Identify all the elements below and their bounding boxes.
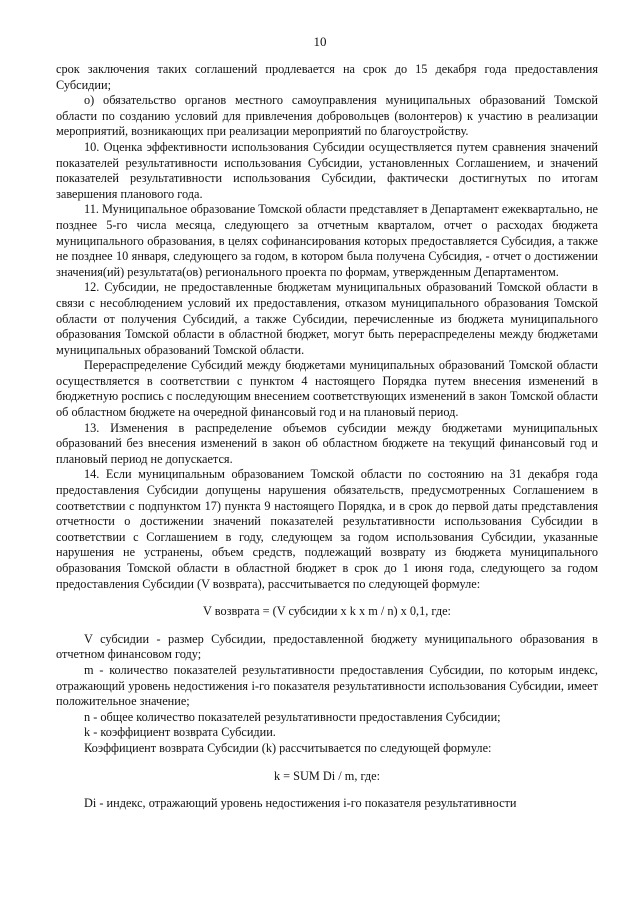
document-body [56, 62, 598, 812]
paragraph-10: 10. Оценка эффективности использования Субсидии осуществляется путем сравнения значений показателей результативности использования Субсидии, установленных Соглашением, и значений показателей результативности использования Субсидии, фактически достигнутых по итогам завершения планового года. [56, 139, 598, 201]
formula-k: k = SUM Di / m, где: [273, 768, 381, 783]
paragraph-redistribution: Перераспределение Субсидий между бюджетами муниципальных образований Томской области осуществляется в соответствии с пунктом 4 настоящего Порядка путем внесения изменений в бюджетную роспись с последующим внесением соответствующих изменений в закон Томской области об областном бюджете на очередной финансовый год и на плановый период. [56, 358, 598, 420]
paragraph-11: 11. Муниципальное образование Томской области представляет в Департамент ежеквартально, не позднее 5-го числа месяца, следующего за отчетным кварталом, отчет о расходах бюджета муниципального образования, в целях софинансирования которых предоставляется Субсидия, а также не позднее 10 января, следующего за годом, в котором была получена Субсидия, - отчет о достижении значения(ий) результата(ов) регионального проекта по формам, утвержденным Департаментом. [56, 202, 598, 279]
definition-m: m - количество показателей результативности предоставления Субсидии, по которым индекс, отражающий уровень недостижения i-го показателя результативности использования Субсидии, имеет положительное значение; [56, 662, 598, 709]
definition-di: Di - индекс, отражающий уровень недостижения i-го показателя результативности [84, 796, 517, 811]
page-number: 10 [313, 34, 327, 49]
coefficient-intro: Коэффициент возврата Субсидии (k) рассчитывается по следующей формуле: [84, 740, 492, 755]
definition-n: n - общее количество показателей результативности предоставления Субсидии; [84, 709, 501, 724]
paragraph-14: 14. Если муниципальным образованием Томской области по состоянию на 31 декабря года предоставления Субсидии допущены нарушения обязательств, предусмотренных Соглашением в соответствии с подпунктом 17) пункта 9 настоящего Порядка, и в срок до первой даты представления отчетности о достижении значений показателей результативности использования Субсидии в соответствии с Соглашением в году, следующем за годом использования Субсидии, указанные нарушения не устранены, объем средств, подлежащий возврату из бюджета муниципального образования Томской области в областной бюджет в срок до 1 июня года, следующего за годом предоставления Субсидии (V возврата), рассчитывается по следующей формуле: [56, 467, 598, 591]
definition-k: k - коэффициент возврата Субсидии. [84, 725, 276, 740]
paragraph-12: 12. Субсидии, не предоставленные бюджетам муниципальных образований Томской области в связи с несоблюдением условий их предоставления, отказом муниципального образования Томской области от получения Субсидий, а также Субсидии, перечисленные из бюджета муниципального образования Томской области в областной бюджет, могут быть перераспределены между бюджетами муниципальных образований Томской области. [56, 280, 598, 357]
paragraph-item-o: о) обязательство органов местного самоуправления муниципальных образований Томской области по созданию условий для привлечения добровольцев (волонтеров) к участию в реализации мероприятий, возникающих при реализации мероприятий по благоустройству. [56, 93, 598, 139]
paragraph-13: 13. Изменения в распределение объемов субсидии между бюджетами муниципальных образований без внесения изменений в закон об областном бюджете на текущий финансовый год и плановый период не допускается. [56, 420, 598, 466]
definition-v-subsidy: V субсидии - размер Субсидии, предоставленной бюджету муниципального образования в отчетном финансовом году; [56, 631, 598, 662]
formula-v-return: V возврата = (V субсидии x k x m / n) x 0,1, где: [203, 604, 451, 619]
paragraph-continuation: срок заключения таких соглашений продлевается на срок до 15 декабря года предоставления Субсидии; [56, 62, 598, 92]
